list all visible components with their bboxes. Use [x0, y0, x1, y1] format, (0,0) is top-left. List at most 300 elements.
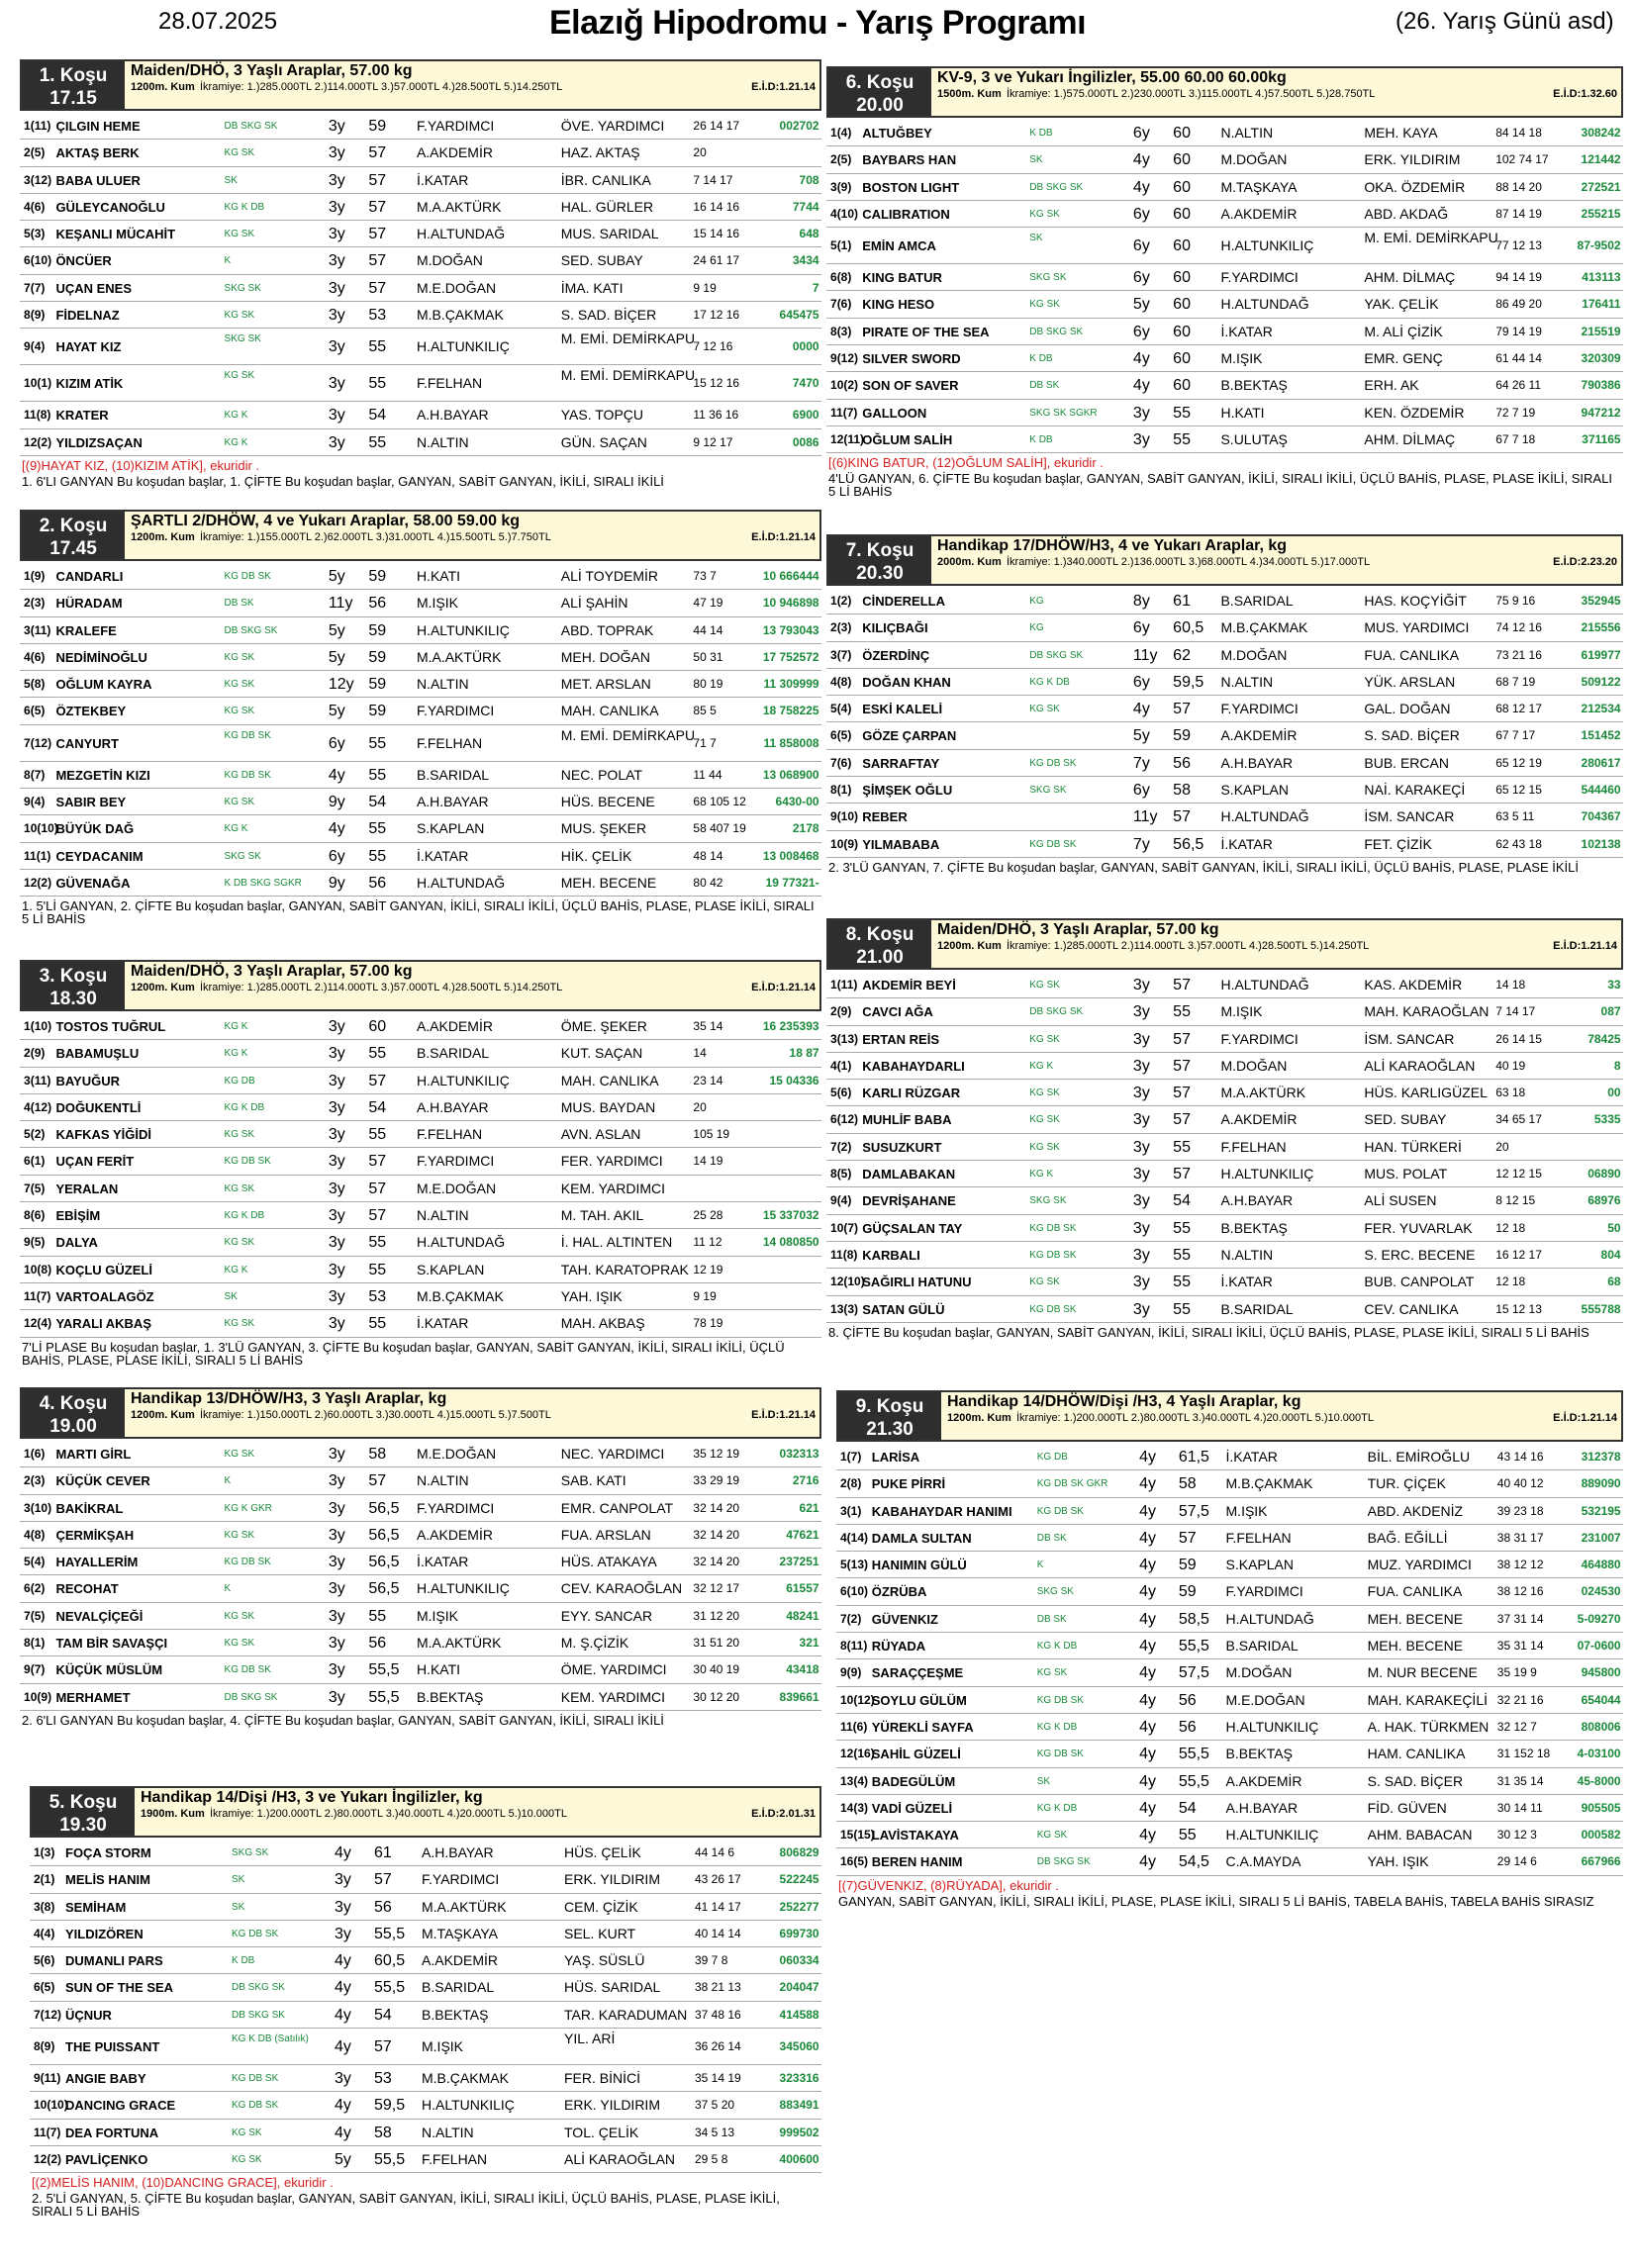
- equipment: KG DB SK: [232, 2100, 279, 2112]
- trainer: YAH. IŞIK: [1367, 1853, 1429, 1870]
- horse-age: 3y: [1132, 1192, 1150, 1210]
- horse-age: 3y: [1132, 1030, 1150, 1048]
- equipment: KG SK: [224, 1610, 255, 1622]
- jockey: İ.KATAR: [1225, 1449, 1278, 1465]
- horse-name: SUSUZKURT: [862, 1139, 942, 1155]
- handicap-points: 00: [1607, 1086, 1621, 1100]
- horse-age: 3y: [328, 1153, 345, 1171]
- race-number: 2. Koşu: [39, 516, 108, 536]
- horse-name: ŞİMŞEK OĞLU: [862, 783, 953, 799]
- horse-age: 6y: [1132, 782, 1150, 800]
- jockey: S.ULUTAŞ: [1220, 430, 1288, 447]
- table-row: [30, 2029, 821, 2065]
- coupled-entry-note: [(6)KING BATUR, (12)OĞLUM SALİH], ekuridir .: [828, 455, 1104, 471]
- table-row: [20, 1229, 821, 1256]
- trainer: CEM. ÇİZİK: [564, 1898, 638, 1915]
- trainer: S. ERC. BECENE: [1364, 1246, 1476, 1263]
- equipment: KG SK: [224, 1529, 255, 1541]
- horse-weight: 57: [1173, 1111, 1191, 1129]
- horse-weight: 55: [368, 1261, 387, 1278]
- horse-weight: 54: [1178, 1799, 1197, 1817]
- trainer: ALİ SUSEN: [1364, 1192, 1437, 1209]
- recent-form: 79 14 19: [1495, 324, 1542, 338]
- horse-number: 2(5): [24, 145, 46, 160]
- trainer: KEM. YARDIMCI: [560, 1180, 666, 1196]
- horse-name: ÖNCÜER: [55, 253, 112, 269]
- horse-age: 6y: [1132, 125, 1150, 142]
- horse-age: 3y: [328, 1126, 345, 1144]
- horse-weight: 57: [368, 1472, 387, 1490]
- betting-note: 4'LÜ GANYAN, 6. ÇİFTE Bu koşudan başlar, GANYAN, SABİT GANYAN, İKİLİ, SIRALI İKİLİ, ÜÇLÜ BAHİS, PLASE, PLASE İKİLİ, SIRALI 5 Lİ BAHİS: [828, 471, 1612, 500]
- table-row: [836, 1578, 1623, 1605]
- horse-number: 10(7): [830, 1220, 859, 1235]
- equipment: DB SKG SK: [224, 624, 278, 636]
- horse-name: KARBALI: [862, 1247, 920, 1263]
- jockey: İ.KATAR: [1220, 1274, 1273, 1290]
- horse-age: 4y: [1139, 1664, 1156, 1682]
- horse-age: 4y: [1139, 1853, 1156, 1871]
- table-row: [826, 1053, 1623, 1080]
- equipment: SKG SK: [1029, 272, 1067, 284]
- page-header: [0, 0, 1636, 51]
- race-header: [826, 918, 1623, 970]
- handicap-points: 11 309999: [763, 677, 819, 692]
- handicap-points: 252277: [779, 1899, 819, 1914]
- equipment: KG DB SK: [224, 1557, 271, 1568]
- recent-form: 30 40 19: [693, 1662, 740, 1677]
- equipment: K DB: [1029, 433, 1053, 445]
- horse-number: 12(4): [24, 1316, 52, 1331]
- horse-name: HÜRADAM: [55, 596, 123, 612]
- table-row: [20, 140, 821, 166]
- trainer: YAŞ. SÜSLÜ: [564, 1952, 645, 1969]
- horse-age: 4y: [1139, 1557, 1156, 1574]
- recent-form: 7 14 17: [693, 172, 733, 187]
- horse-weight: 54: [368, 407, 387, 425]
- horse-weight: 61,5: [1178, 1449, 1209, 1465]
- handicap-points: 320309: [1581, 351, 1621, 366]
- betting-note: 2. 3'LÜ GANYAN, 7. ÇİFTE Bu koşudan başlar, GANYAN, SABİT GANYAN, İKİLİ, SIRALI İKİLİ, ÜÇLÜ BAHİS, PLASE, PLASE İKİLİ: [828, 859, 1579, 875]
- equipment: KG K DB: [1029, 676, 1070, 688]
- equipment: KG SK: [224, 147, 255, 159]
- recent-form: 36 26 14: [695, 2039, 741, 2054]
- handicap-points: 204047: [779, 1980, 819, 1995]
- horse-name: MUHLİF BABA: [862, 1112, 952, 1128]
- horse-age: 5y: [328, 703, 345, 720]
- horse-number: 15(15): [839, 1828, 875, 1843]
- table-row: [30, 2065, 821, 2092]
- equipment: DB SKG SK: [1029, 649, 1084, 661]
- recent-form: 9 19: [693, 280, 717, 295]
- trainer: İBR. CANLIKA: [560, 171, 651, 188]
- race-3: [20, 960, 821, 1367]
- horse-age: 6y: [1132, 673, 1150, 691]
- table-row: [826, 372, 1623, 399]
- recent-form: 12 12 15: [1495, 1167, 1542, 1181]
- horse-name: SAĞIRLI HATUNU: [862, 1275, 972, 1290]
- jockey: H.ALTUNDAĞ: [1220, 808, 1309, 825]
- handicap-points: 237251: [779, 1555, 819, 1569]
- horse-number: 9(4): [830, 1193, 852, 1208]
- horse-number: 8(1): [24, 1636, 46, 1651]
- table-row: [826, 1080, 1623, 1106]
- betting-note: 7'Lİ PLASE Bu koşudan başlar, 1. 3'LÜ GANYAN, 3. ÇİFTE Bu koşudan başlar, GANYAN, SABİT GANYAN, İKİLİ, SIRALI İKİLİ, ÜÇLÜ BAHİS, PLASE, PLASE İKİLİ, SIRALI 5 Lİ BAHİS: [22, 1339, 785, 1368]
- handicap-points: 10 666444: [762, 569, 819, 583]
- equipment: SK: [1029, 154, 1043, 166]
- jockey: A.AKDEMİR: [416, 144, 493, 161]
- horse-number: 16(5): [839, 1854, 868, 1869]
- trainer: FET. ÇİZİK: [1364, 835, 1432, 852]
- horse-number: 8(9): [34, 2039, 55, 2054]
- betting-note: GANYAN, SABİT GANYAN, İKİLİ, SIRALI İKİLİ, PLASE, PLASE İKİLİ, SIRALI 5 Lİ BAHİS, TABELA BAHİS, TABELA BAHİS SIRASIZ: [838, 1893, 1594, 1909]
- handicap-points: 414588: [779, 2007, 819, 2022]
- trainer: M. ALİ ÇİZİK: [1364, 323, 1443, 339]
- trainer: FUA. CANLIKA: [1367, 1583, 1463, 1600]
- equipment: DB SKG SK: [1036, 1856, 1091, 1868]
- horse-age: 3y: [328, 1045, 345, 1063]
- horse-weight: 57: [368, 171, 387, 189]
- race-record: E.İ.D:2.01.31: [751, 1808, 816, 1820]
- horse-name: RECOHAT: [55, 1581, 119, 1597]
- recent-form: 29 14 6: [1496, 1854, 1537, 1869]
- trainer: SED. SUBAY: [560, 252, 643, 269]
- horse-number: 3(12): [24, 172, 52, 187]
- recent-form: 94 14 19: [1495, 270, 1542, 285]
- equipment: KG SK: [224, 1182, 255, 1194]
- handicap-points: 50: [1607, 1220, 1621, 1235]
- horse-name: DAMLA SULTAN: [871, 1530, 972, 1546]
- horse-age: 3y: [335, 1925, 351, 1942]
- horse-name: MERHAMET: [55, 1689, 131, 1705]
- equipment: KG K DB: [224, 201, 265, 213]
- horse-number: 10(9): [24, 1689, 52, 1704]
- horse-weight: 56,5: [368, 1554, 400, 1571]
- handicap-points: 87-9502: [1577, 238, 1621, 253]
- race-header: [20, 960, 821, 1011]
- horse-name: CANYURT: [55, 735, 119, 751]
- recent-form: 11 12: [693, 1235, 722, 1250]
- table-row: [826, 696, 1623, 722]
- jockey: M.A.AKTÜRK: [416, 1635, 502, 1652]
- table-row: [20, 1148, 821, 1175]
- horse-name: CEYDACANIM: [55, 848, 144, 864]
- table-row: [30, 1921, 821, 1947]
- recent-form: 74 12 16: [1495, 620, 1542, 635]
- horse-number: 2(5): [830, 152, 852, 167]
- trainer: AVN. ASLAN: [560, 1126, 641, 1143]
- horse-number: 2(1): [34, 1872, 55, 1887]
- jockey: H.KATI: [416, 1661, 461, 1678]
- horse-name: BAKİKRAL: [55, 1500, 124, 1516]
- race-record: E.İ.D:1.21.14: [751, 81, 816, 93]
- handicap-points: 13 008468: [762, 848, 819, 863]
- recent-form: 38 12 12: [1496, 1558, 1544, 1572]
- trainer: EMR. CANPOLAT: [560, 1499, 674, 1516]
- horse-number: 1(9): [24, 569, 46, 583]
- horse-name: KRALEFE: [55, 622, 117, 638]
- table-row: [20, 617, 821, 644]
- horse-number: 3(13): [830, 1031, 859, 1046]
- handicap-points: 255215: [1581, 206, 1621, 221]
- recent-form: 44 14: [693, 622, 723, 637]
- recent-form: 68 12 17: [1495, 702, 1542, 716]
- horse-weight: 61: [374, 1844, 392, 1861]
- handicap-points: 215556: [1581, 620, 1621, 635]
- race-title: ŞARTLI 2/DHÖW, 4 ve Yukarı Araplar, 58.00 59.00 kg: [131, 513, 521, 529]
- horse-name: ÖZRÜBA: [871, 1584, 927, 1600]
- recent-form: 16 14 16: [693, 199, 740, 214]
- handicap-points: 11 858008: [763, 735, 819, 750]
- jockey: M.B.ÇAKMAK: [416, 1287, 504, 1304]
- race-header: [20, 510, 821, 561]
- recent-form: 105 19: [693, 1127, 730, 1142]
- equipment: KG: [1029, 622, 1044, 634]
- equipment: KG K: [224, 1048, 248, 1060]
- table-row: [30, 2146, 821, 2173]
- trainer: GAL. DOĞAN: [1364, 701, 1451, 717]
- jockey: İ.KATAR: [416, 1315, 469, 1332]
- jockey: H.ALTUNKILIÇ: [416, 1072, 510, 1088]
- horse-name: SATAN GÜLÜ: [862, 1301, 945, 1317]
- recent-form: 32 12 17: [693, 1581, 740, 1596]
- horse-name: DOĞUKENTLİ: [55, 1099, 142, 1115]
- equipment: SKG SK: [1036, 1586, 1074, 1598]
- equipment: SK: [224, 1290, 238, 1302]
- handicap-points: 13 068900: [762, 767, 819, 782]
- horse-name: YILDIZSAÇAN: [55, 434, 143, 450]
- handicap-points: 19 77321-: [765, 875, 819, 890]
- trainer: İ. HAL. ALTINTEN: [560, 1234, 673, 1251]
- handicap-points: 323316: [779, 2071, 819, 2086]
- horse-age: 3y: [1132, 1246, 1150, 1264]
- table-row: [826, 1242, 1623, 1269]
- handicap-points: 0086: [792, 434, 819, 449]
- table-row: [836, 1606, 1623, 1633]
- horse-weight: 57: [1178, 1529, 1197, 1547]
- horse-name: ÇILGIN HEME: [55, 119, 141, 134]
- horse-number: 3(1): [839, 1503, 862, 1518]
- horse-name: EBİŞİM: [55, 1208, 101, 1224]
- horse-name: SILVER SWORD: [862, 351, 961, 367]
- jockey: İ.KATAR: [416, 1554, 469, 1570]
- horse-age: 6y: [1132, 323, 1150, 340]
- jockey: F.YARDIMCI: [416, 1153, 495, 1170]
- horse-name: GÖZE ÇARPAN: [862, 728, 957, 744]
- horse-weight: 55: [1173, 1219, 1191, 1237]
- horse-age: 4y: [335, 1979, 351, 1997]
- handicap-points: 17 752572: [762, 649, 819, 664]
- handicap-points: 45-8000: [1577, 1773, 1621, 1788]
- handicap-points: 68: [1607, 1275, 1621, 1289]
- horse-number: 7(7): [24, 280, 46, 295]
- race-title: Maiden/DHÖ, 3 Yaşlı Araplar, 57.00 kg: [131, 62, 413, 79]
- jockey: F.FELHAN: [422, 2150, 488, 2167]
- equipment: DB SKG SK: [224, 1691, 278, 1703]
- recent-form: 41 14 17: [695, 1899, 741, 1914]
- race-time: 20.30: [856, 563, 904, 584]
- horse-age: 3y: [335, 1898, 351, 1916]
- horse-number: 11(7): [830, 405, 858, 420]
- jockey: İ.KATAR: [1220, 835, 1273, 852]
- race-2: [20, 510, 821, 925]
- table-row: [836, 1525, 1623, 1552]
- handicap-points: 708: [799, 172, 819, 187]
- table-row: [30, 2002, 821, 2029]
- equipment: KG SK: [1036, 1830, 1068, 1842]
- jockey: B.SARIDAL: [1220, 593, 1294, 609]
- horse-number: 10(10): [34, 2098, 68, 2113]
- horse-number: 8(7): [24, 767, 46, 782]
- horse-name: KABAHAYDARLI: [862, 1058, 965, 1074]
- horse-age: 4y: [1139, 1718, 1156, 1736]
- horse-age: 4y: [328, 820, 345, 838]
- horse-number: 4(12): [24, 1099, 52, 1114]
- horse-name: ÜÇNUR: [65, 2007, 112, 2023]
- race-number: 3. Koşu: [39, 966, 108, 987]
- horse-name: TAM BİR SAVAŞÇI: [55, 1636, 168, 1652]
- table-row: [20, 1495, 821, 1522]
- handicap-points: 621: [799, 1500, 819, 1515]
- horse-weight: 60,5: [374, 1952, 406, 1970]
- table-row: [826, 146, 1623, 173]
- recent-form: 34 5 13: [695, 2125, 735, 2139]
- table-row: [836, 1444, 1623, 1470]
- jockey: M.A.AKTÜRK: [1220, 1085, 1306, 1101]
- jockey: M.B.ÇAKMAK: [1220, 619, 1308, 636]
- race-header: [20, 1387, 821, 1439]
- horse-weight: 60: [1173, 125, 1191, 142]
- equipment: K: [224, 1475, 232, 1487]
- equipment: KG K: [224, 1264, 248, 1276]
- horse-age: 4y: [335, 2124, 351, 2141]
- horse-number: 12(16): [839, 1747, 875, 1761]
- table-row: [826, 614, 1623, 641]
- horse-weight: 59: [368, 676, 387, 694]
- horse-name: SAHİL GÜZELİ: [871, 1747, 961, 1762]
- jockey: H.ALTUNKILIÇ: [1220, 1166, 1314, 1182]
- handicap-points: 087: [1600, 1004, 1621, 1019]
- horse-age: 7y: [1132, 835, 1150, 853]
- table-row: [836, 1633, 1623, 1659]
- recent-form: 26 14 15: [1495, 1031, 1542, 1046]
- betting-note: 2. 5'Lİ GANYAN, 5. ÇİFTE Bu koşudan başlar, GANYAN, SABİT GANYAN, İKİLİ, SIRALI İKİLİ, ÜÇLÜ BAHİS, PLASE, PLASE İKİLİ, SIRALI 5 Lİ BAHİS: [32, 2191, 780, 2220]
- horse-age: 3y: [328, 118, 345, 135]
- horse-name: GALLOON: [862, 405, 927, 421]
- horse-number: 6(5): [830, 728, 852, 743]
- recent-form: 40 40 12: [1496, 1476, 1544, 1491]
- equipment: DB SK: [224, 598, 254, 610]
- table-row: [20, 1684, 821, 1711]
- horse-weight: 60: [1173, 178, 1191, 196]
- page-title: Elazığ Hipodromu - Yarış Programı: [549, 4, 1087, 42]
- horse-weight: 56: [1178, 1718, 1197, 1736]
- handicap-points: 804: [1600, 1247, 1621, 1262]
- horse-name: MELİS HANIM: [65, 1872, 150, 1888]
- horse-name: EMİN AMCA: [862, 238, 936, 254]
- trainer: İSM. SANCAR: [1364, 1030, 1455, 1047]
- table-row: [836, 1470, 1623, 1497]
- trainer: M. NUR BECENE: [1367, 1664, 1478, 1681]
- horse-age: 4y: [1139, 1475, 1156, 1493]
- jockey: F.YARDIMCI: [416, 1499, 495, 1516]
- jockey: M.A.AKTÜRK: [416, 198, 502, 215]
- horse-name: ÇERMİKŞAH: [55, 1527, 135, 1543]
- horse-age: 6y: [328, 734, 345, 752]
- horse-number: 1(7): [839, 1450, 862, 1464]
- jockey: M.E.DOĞAN: [416, 1180, 497, 1196]
- trainer: FER. BİNİCİ: [564, 2070, 641, 2087]
- horse-name: PUKE PİRRİ: [871, 1476, 946, 1492]
- race-5: [30, 1786, 821, 2218]
- equipment: K DB: [232, 1955, 255, 1967]
- horse-number: 10(10): [24, 821, 58, 836]
- equipment: K DB: [1029, 353, 1053, 365]
- horse-name: DEA FORTUNA: [65, 2125, 159, 2140]
- horse-weight: 56: [368, 1635, 387, 1653]
- handicap-points: 231007: [1581, 1530, 1621, 1545]
- horse-age: 4y: [1132, 701, 1150, 718]
- equipment: KG SK: [224, 1129, 255, 1141]
- equipment: KG SK: [1029, 208, 1060, 220]
- horse-name: VADİ GÜZELİ: [871, 1800, 953, 1816]
- table-row: [20, 698, 821, 724]
- jockey: H.ALTUNKILIÇ: [1225, 1827, 1319, 1843]
- horse-name: CİNDERELLA: [862, 594, 945, 609]
- equipment: K DB: [1029, 128, 1053, 139]
- horse-age: 3y: [1132, 1166, 1150, 1183]
- trainer: KAS. AKDEMİR: [1364, 977, 1463, 992]
- table-row: [826, 1269, 1623, 1295]
- trainer: AHM. BABACAN: [1367, 1827, 1473, 1843]
- horse-name: CAVCI AĞA: [862, 1004, 933, 1020]
- horse-age: 6y: [1132, 269, 1150, 287]
- race-time: 19.30: [59, 1815, 107, 1836]
- horse-age: 5y: [328, 648, 345, 666]
- table-row: [836, 1848, 1623, 1875]
- equipment: KG DB SK: [224, 769, 271, 781]
- horse-name: SON OF SAVER: [862, 378, 959, 394]
- handicap-points: 5335: [1593, 1112, 1621, 1127]
- table-row: [826, 319, 1623, 345]
- horse-age: 6y: [328, 847, 345, 865]
- trainer: BAĞ. EĞİLLİ: [1367, 1529, 1448, 1546]
- jockey: S.KAPLAN: [1225, 1557, 1294, 1573]
- horse-number: 1(3): [34, 1845, 55, 1859]
- handicap-points: 999502: [779, 2125, 819, 2139]
- jockey: H.ALTUNKILIÇ: [1220, 237, 1314, 254]
- recent-form: 80 42: [693, 875, 723, 890]
- recent-form: 65 12 15: [1495, 783, 1542, 798]
- horse-age: 8y: [1132, 593, 1150, 610]
- horse-number: 1(10): [24, 1019, 52, 1033]
- table-row: [20, 247, 821, 274]
- recent-form: 31 152 18: [1496, 1747, 1551, 1761]
- table-row: [826, 803, 1623, 830]
- recent-form: 30 12 3: [1496, 1828, 1537, 1843]
- recent-form: 32 14 20: [693, 1527, 740, 1542]
- trainer: ALİ ŞAHİN: [560, 595, 628, 612]
- handicap-points: 5-09270: [1577, 1611, 1621, 1626]
- equipment: KG K DB (Satılık): [232, 2033, 309, 2045]
- recent-form: 7 12 16: [693, 339, 733, 354]
- race-prize: İkramiye: 1.)340.000TL 2.)136.000TL 3.)68.000TL 4.)34.000TL 5.)17.000TL: [1007, 556, 1371, 568]
- horse-age: 3y: [328, 226, 345, 243]
- horse-name: OĞLUM SALİH: [862, 431, 953, 447]
- jockey: F.FELHAN: [416, 734, 483, 751]
- horse-weight: 55: [368, 1315, 387, 1333]
- horse-number: 3(10): [24, 1500, 52, 1515]
- horse-number: 7(2): [830, 1139, 852, 1154]
